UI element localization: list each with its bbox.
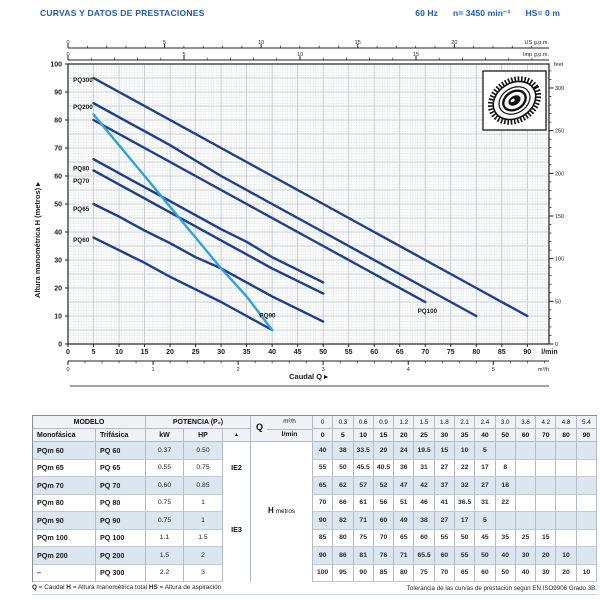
ie3-label: IE3 xyxy=(231,525,242,534)
y-tick-label: 80 xyxy=(54,117,62,125)
head-value-r6-c4: 70 xyxy=(374,530,394,548)
head-value-r4-c13 xyxy=(556,495,576,513)
bottom-divider xyxy=(32,594,597,595)
row-5-hp: 1 xyxy=(184,512,223,530)
header-kw: kW xyxy=(146,429,184,442)
head-value-r1-c3: 33.5 xyxy=(354,442,374,460)
row-4-mono: PQm 80 xyxy=(33,495,96,513)
curve-label-PQ70: PQ70 xyxy=(73,178,90,185)
flow-lmin-col-13: 80 xyxy=(556,429,576,442)
model-power-grid xyxy=(33,442,223,582)
row-3-hp: 0.85 xyxy=(184,477,223,495)
flow-lmin-col-2: 5 xyxy=(333,429,353,442)
header-flow xyxy=(251,416,313,442)
head-value-r6-c12: 15 xyxy=(536,530,556,548)
row-1-hp: 0.50 xyxy=(184,442,223,460)
y-tick-label: 60 xyxy=(54,173,62,181)
head-value-r7-c6: 65.5 xyxy=(414,547,434,565)
x-tick-label: 55 xyxy=(344,349,353,356)
head-value-r7-c9: 50 xyxy=(475,547,495,565)
head-value-r6-c10: 35 xyxy=(496,530,516,548)
head-value-r8-c4: 85 xyxy=(374,565,394,583)
frequency-value: 60 Hz xyxy=(415,8,438,18)
head-value-r8-c11: 40 xyxy=(516,565,536,583)
head-values-grid xyxy=(313,442,597,582)
head-value-r2-c10: 8 xyxy=(496,460,516,478)
head-value-r8-c2: 95 xyxy=(333,565,353,583)
head-value-r2-c9: 17 xyxy=(475,460,495,478)
x-tick-label: 40 xyxy=(268,349,277,356)
head-value-r5-c2: 82 xyxy=(333,512,353,530)
flow-lmin-col-6: 25 xyxy=(414,429,434,442)
head-value-r5-c12 xyxy=(536,512,556,530)
m3h-unit-label: m³/h xyxy=(538,367,549,373)
head-value-r1-c9: 5 xyxy=(475,442,495,460)
suction-head-value: HS= 0 m xyxy=(525,8,560,18)
performance-table xyxy=(32,415,597,582)
head-value-r3-c8: 32 xyxy=(455,477,475,495)
head-value-r3-c7: 37 xyxy=(435,477,455,495)
row-3-kw: 0.60 xyxy=(146,477,184,495)
head-value-r5-c14 xyxy=(577,512,597,530)
row-4-tri: PQ 80 xyxy=(96,495,146,513)
row-7-kw: 1.5 xyxy=(146,547,184,565)
head-value-r2-c6: 31 xyxy=(414,460,434,478)
row-1-mono: PQm 60 xyxy=(33,442,96,460)
x-tick-label: 80 xyxy=(472,349,481,356)
unit-divider xyxy=(267,429,312,430)
page-title: CURVAS Y DATOS DE PRESTACIONES xyxy=(40,8,205,18)
head-value-r1-c11 xyxy=(516,442,536,460)
flow-unit-m3h: m³/h xyxy=(283,418,296,425)
feet-unit-label: feet xyxy=(554,62,564,68)
head-value-r4-c7: 41 xyxy=(435,495,455,513)
head-value-r3-c6: 42 xyxy=(414,477,434,495)
head-value-r6-c13 xyxy=(556,530,576,548)
row-5-tri: PQ 90 xyxy=(96,512,146,530)
head-value-r3-c12 xyxy=(536,477,556,495)
head-value-r6-c14 xyxy=(577,530,597,548)
legend-key-H: H xyxy=(64,584,71,591)
flow-m3h-col-4: 0.9 xyxy=(374,416,394,429)
head-value-r2-c7: 27 xyxy=(435,460,455,478)
flow-m3h-col-10: 3.0 xyxy=(496,416,516,429)
row-8-tri: PQ 300 xyxy=(96,565,146,583)
x-tick-label: 50 xyxy=(319,349,328,356)
head-value-r5-c7: 27 xyxy=(435,512,455,530)
imp_gpm-tick-label: 15 xyxy=(412,52,420,58)
row-7-mono: PQm 200 xyxy=(33,547,96,565)
head-value-r6-c3: 75 xyxy=(354,530,374,548)
flow-m3h-col-11: 3.6 xyxy=(516,416,536,429)
head-value-r7-c13: 10 xyxy=(556,547,576,565)
row-1-tri: PQ 60 xyxy=(96,442,146,460)
row-7-hp: 2 xyxy=(184,547,223,565)
us_gpm-tick-label: 5 xyxy=(163,40,167,46)
flow-m3h-col-13: 4.8 xyxy=(556,416,576,429)
head-value-r7-c1: 90 xyxy=(313,547,333,565)
row-4-kw: 0.75 xyxy=(146,495,184,513)
flow-m3h-col-14: 5.4 xyxy=(577,416,597,429)
x-tick-label: 15 xyxy=(140,349,149,356)
head-value-r6-c5: 65 xyxy=(394,530,414,548)
flow-values-m3h xyxy=(313,416,597,429)
head-value-r2-c4: 40.5 xyxy=(374,460,394,478)
head-value-r6-c9: 45 xyxy=(475,530,495,548)
flow-lmin-col-10: 50 xyxy=(496,429,516,442)
legend-text-Q: = Caudal xyxy=(36,584,65,591)
legend-key-Q: Q xyxy=(32,584,37,591)
row-2-hp: 0.75 xyxy=(184,460,223,478)
head-value-r5-c8: 17 xyxy=(455,512,475,530)
row-3-tri: PQ 70 xyxy=(96,477,146,495)
head-value-r7-c8: 55 xyxy=(455,547,475,565)
header-monofasica: Monofásica xyxy=(33,429,96,442)
head-value-r4-c14 xyxy=(577,495,597,513)
flow-lmin-col-11: 60 xyxy=(516,429,536,442)
head-value-r3-c2: 62 xyxy=(333,477,353,495)
head-value-r1-c5: 24 xyxy=(394,442,414,460)
m3h-tick-label: 0 xyxy=(66,367,70,373)
row-3-mono: PQm 70 xyxy=(33,477,96,495)
row-7-tri: PQ 200 xyxy=(96,547,146,565)
row-6-hp: 1.5 xyxy=(184,530,223,548)
flow-lmin-col-7: 30 xyxy=(435,429,455,442)
curve-label-PQ90: PQ90 xyxy=(259,312,276,320)
head-value-r4-c3: 61 xyxy=(354,495,374,513)
head-value-r7-c10: 40 xyxy=(496,547,516,565)
head-value-r7-c7: 60 xyxy=(435,547,455,565)
us_gpm-tick-label: 0 xyxy=(66,40,70,46)
head-value-r4-c4: 56 xyxy=(374,495,394,513)
row-8-mono: – xyxy=(33,565,96,583)
us_gpm-unit-label: US g.p.m. xyxy=(524,40,549,46)
m3h-tick-label: 4 xyxy=(406,367,410,373)
feet-tick-label: 150 xyxy=(555,213,565,220)
head-value-r1-c12 xyxy=(536,442,556,460)
row-2-mono: PQm 65 xyxy=(33,460,96,478)
curve-label-PQ300: PQ300 xyxy=(73,77,93,85)
y-tick-label: 30 xyxy=(54,257,62,265)
head-value-r2-c2: 50 xyxy=(333,460,353,478)
row-6-kw: 1.1 xyxy=(146,530,184,548)
head-value-r4-c1: 70 xyxy=(313,495,333,513)
head-value-r8-c5: 80 xyxy=(394,565,414,583)
head-value-r8-c8: 65 xyxy=(455,565,475,583)
head-value-r2-c14 xyxy=(577,460,597,478)
head-value-r1-c13 xyxy=(556,442,576,460)
head-value-r3-c3: 57 xyxy=(354,477,374,495)
header-modelo: MODELO xyxy=(33,416,146,429)
head-value-r2-c1: 55 xyxy=(313,460,333,478)
flow-values-lmin xyxy=(313,429,597,442)
head-value-r7-c3: 81 xyxy=(354,547,374,565)
us_gpm-tick-label: 10 xyxy=(258,40,265,46)
head-value-r6-c1: 85 xyxy=(313,530,333,548)
head-value-r8-c6: 75 xyxy=(414,565,434,583)
x-tick-label: 10 xyxy=(115,349,123,356)
y-tick-label: 0 xyxy=(58,341,62,349)
row-6-tri: PQ 100 xyxy=(96,530,146,548)
head-value-r4-c12 xyxy=(536,495,556,513)
head-unit: metros xyxy=(275,508,295,515)
head-value-r4-c11 xyxy=(516,495,536,513)
imp_gpm-tick-label: 5 xyxy=(182,52,186,58)
head-value-r8-c14: 10 xyxy=(577,565,597,583)
flow-lmin-col-9: 40 xyxy=(475,429,495,442)
head-value-r5-c9: 5 xyxy=(475,512,495,530)
head-label-cell xyxy=(251,442,313,582)
x-tick-label: 20 xyxy=(166,349,174,356)
header-trifasica: Trifásica xyxy=(96,429,146,442)
x-tick-label: 25 xyxy=(191,349,200,356)
head-value-r1-c10 xyxy=(496,442,516,460)
head-value-r1-c6: 19.5 xyxy=(414,442,434,460)
head-value-r6-c7: 55 xyxy=(435,530,455,548)
row-8-kw: 2.2 xyxy=(146,565,184,583)
flow-lmin-col-8: 35 xyxy=(455,429,475,442)
y-tick-label: 90 xyxy=(54,89,62,97)
flow-m3h-col-6: 1.5 xyxy=(414,416,434,429)
x-tick-label: 60 xyxy=(370,349,379,356)
head-value-r2-c8: 22 xyxy=(455,460,475,478)
head-value-r8-c10: 50 xyxy=(496,565,516,583)
head-value-r3-c11 xyxy=(516,477,536,495)
flow-m3h-col-5: 1.2 xyxy=(394,416,414,429)
head-value-r3-c1: 65 xyxy=(313,477,333,495)
feet-tick-label: 250 xyxy=(555,128,565,135)
x-tick-label: 0 xyxy=(66,349,70,356)
flow-m3h-col-1: 0 xyxy=(313,416,333,429)
flow-lmin-col-3: 10 xyxy=(354,429,374,442)
head-value-r2-c12 xyxy=(536,460,556,478)
row-5-kw: 0.75 xyxy=(146,512,184,530)
flow-lmin-col-14: 90 xyxy=(577,429,597,442)
y-tick-label: 20 xyxy=(54,285,62,293)
flow-lmin-col-1: 0 xyxy=(313,429,333,442)
curve-label-PQ65: PQ65 xyxy=(73,206,90,213)
flow-m3h-col-2: 0.3 xyxy=(333,416,353,429)
head-value-r3-c13 xyxy=(556,477,576,495)
head-value-r7-c14 xyxy=(577,547,597,565)
head-value-r6-c6: 60 xyxy=(414,530,434,548)
ie2-label: IE2 xyxy=(231,463,242,472)
head-value-r1-c7: 15 xyxy=(435,442,455,460)
row-4-hp: 1 xyxy=(184,495,223,513)
m3h-tick-label: 3 xyxy=(321,367,325,373)
legend-key-HS: HS xyxy=(147,584,158,591)
head-value-r3-c14 xyxy=(577,477,597,495)
imp_gpm-unit-label: Imp g.p.m. xyxy=(523,52,549,58)
head-value-r1-c14 xyxy=(577,442,597,460)
x-tick-label: 85 xyxy=(497,349,506,356)
head-value-r2-c5: 36 xyxy=(394,460,414,478)
feet-tick-label: 300 xyxy=(555,85,565,92)
head-value-r1-c4: 29 xyxy=(374,442,394,460)
feet-tick-label: 50 xyxy=(555,299,562,306)
head-value-r5-c10 xyxy=(496,512,516,530)
head-value-r3-c9: 27 xyxy=(475,477,495,495)
head-value-r7-c12: 20 xyxy=(536,547,556,565)
y-tick-label: 70 xyxy=(54,145,62,153)
imp_gpm-tick-label: 0 xyxy=(66,52,70,58)
head-value-r6-c8: 50 xyxy=(455,530,475,548)
x-tick-label: 65 xyxy=(395,349,404,356)
head-value-r4-c6: 46 xyxy=(414,495,434,513)
row-5-mono: PQm 90 xyxy=(33,512,96,530)
flow-m3h-col-8: 2.1 xyxy=(455,416,475,429)
head-value-r5-c4: 60 xyxy=(374,512,394,530)
us_gpm-tick-label: 15 xyxy=(354,40,361,46)
flow-lmin-col-5: 20 xyxy=(394,429,414,442)
head-value-r8-c13: 20 xyxy=(556,565,576,583)
head-value-r8-c1: 100 xyxy=(313,565,333,583)
head-value-r5-c11 xyxy=(516,512,536,530)
legend-text-HS: = Altura de aspiración xyxy=(157,584,222,591)
head-value-r5-c13 xyxy=(556,512,576,530)
x-tick-label: 35 xyxy=(242,349,251,356)
efficiency-class-cell xyxy=(223,442,251,582)
row-2-kw: 0.55 xyxy=(146,460,184,478)
head-value-r8-c9: 60 xyxy=(475,565,495,583)
curve-label-PQ200: PQ200 xyxy=(73,103,93,111)
head-value-r3-c4: 52 xyxy=(374,477,394,495)
head-value-r4-c10: 22 xyxy=(496,495,516,513)
legend-text-H: = Altura manométrica total xyxy=(70,584,148,591)
speed-value: n= 3450 min⁻¹ xyxy=(452,8,511,18)
head-value-r1-c8: 10 xyxy=(455,442,475,460)
imp_gpm-tick-label: 10 xyxy=(296,52,304,58)
head-value-r2-c13 xyxy=(556,460,576,478)
y-tick-label: 40 xyxy=(54,229,62,237)
us_gpm-tick-label: 20 xyxy=(451,40,458,46)
m3h-tick-label: 5 xyxy=(491,367,495,373)
x-unit-label: l/min xyxy=(541,349,558,356)
head-value-r7-c5: 71 xyxy=(394,547,414,565)
flow-m3h-col-7: 1.8 xyxy=(435,416,455,429)
head-value-r8-c3: 90 xyxy=(354,565,374,583)
flow-m3h-col-9: 2.4 xyxy=(475,416,495,429)
feet-tick-label: 200 xyxy=(555,171,565,178)
y-tick-label: 50 xyxy=(54,201,62,209)
flow-lmin-col-12: 70 xyxy=(536,429,556,442)
head-value-r3-c5: 47 xyxy=(394,477,414,495)
impeller-icon xyxy=(482,70,546,131)
head-value-r3-c10: 18 xyxy=(496,477,516,495)
head-value-r4-c8: 36.5 xyxy=(455,495,475,513)
x-axis-title: Caudal Q ▸ xyxy=(289,372,328,381)
head-value-r1-c1: 40 xyxy=(313,442,333,460)
head-value-r8-c7: 70 xyxy=(435,565,455,583)
y-axis-title: Altura manométrica H (metros) ▸ xyxy=(33,182,42,298)
head-value-r5-c6: 38 xyxy=(414,512,434,530)
curve-label-PQ60: PQ60 xyxy=(73,236,90,244)
row-6-mono: PQm 100 xyxy=(33,530,96,548)
x-tick-label: 45 xyxy=(293,349,302,356)
head-value-r2-c11 xyxy=(516,460,536,478)
flow-m3h-col-3: 0.6 xyxy=(354,416,374,429)
head-value-r2-c3: 45.5 xyxy=(354,460,374,478)
x-tick-label: 75 xyxy=(446,349,455,356)
head-value-r4-c2: 66 xyxy=(333,495,353,513)
x-tick-label: 30 xyxy=(217,349,226,356)
head-symbol: H xyxy=(268,506,274,515)
y-tick-label: 100 xyxy=(50,61,62,69)
header-hp: HP xyxy=(184,429,223,442)
head-value-r6-c2: 80 xyxy=(333,530,353,548)
feet-tick-label: 0 xyxy=(555,342,559,348)
row-8-hp: 3 xyxy=(184,565,223,583)
row-1-kw: 0.37 xyxy=(146,442,184,460)
y-tick-label: 10 xyxy=(54,313,62,321)
head-value-r8-c12: 30 xyxy=(536,565,556,583)
feet-tick-label: 100 xyxy=(555,256,565,263)
flow-symbol: Q xyxy=(256,422,264,432)
m3h-tick-label: 1 xyxy=(151,367,155,373)
head-value-r7-c11: 30 xyxy=(516,547,536,565)
head-value-r5-c5: 49 xyxy=(394,512,414,530)
head-value-r5-c3: 71 xyxy=(354,512,374,530)
head-value-r5-c1: 90 xyxy=(313,512,333,530)
tolerance-note: Tolerancia de las curvas de prestación según EN ISO9906 Grado 3B. xyxy=(406,585,597,592)
head-value-r4-c5: 51 xyxy=(394,495,414,513)
head-value-r7-c4: 76 xyxy=(374,547,394,565)
head-label xyxy=(251,506,312,515)
x-tick-label: 5 xyxy=(91,349,96,356)
x-tick-label: 90 xyxy=(523,349,532,356)
header-potencia: POTENCIA (P₂) xyxy=(146,416,251,429)
efficiency-triangle-icon: ▲ xyxy=(223,429,251,442)
head-value-r1-c2: 38 xyxy=(333,442,353,460)
curve-label-PQ100: PQ100 xyxy=(417,308,438,316)
m3h-tick-label: 2 xyxy=(236,367,240,373)
flow-lmin-col-4: 15 xyxy=(374,429,394,442)
x-tick-label: 70 xyxy=(421,349,430,356)
legend-text xyxy=(32,584,221,591)
flow-unit-lmin: l/min xyxy=(281,431,298,438)
head-value-r7-c2: 86 xyxy=(333,547,353,565)
head-value-r4-c9: 31 xyxy=(475,495,495,513)
head-value-r6-c11: 25 xyxy=(516,530,536,548)
row-2-tri: PQ 65 xyxy=(96,460,146,478)
curve-label-PQ80: PQ80 xyxy=(73,165,90,173)
flow-m3h-col-12: 4.2 xyxy=(536,416,556,429)
